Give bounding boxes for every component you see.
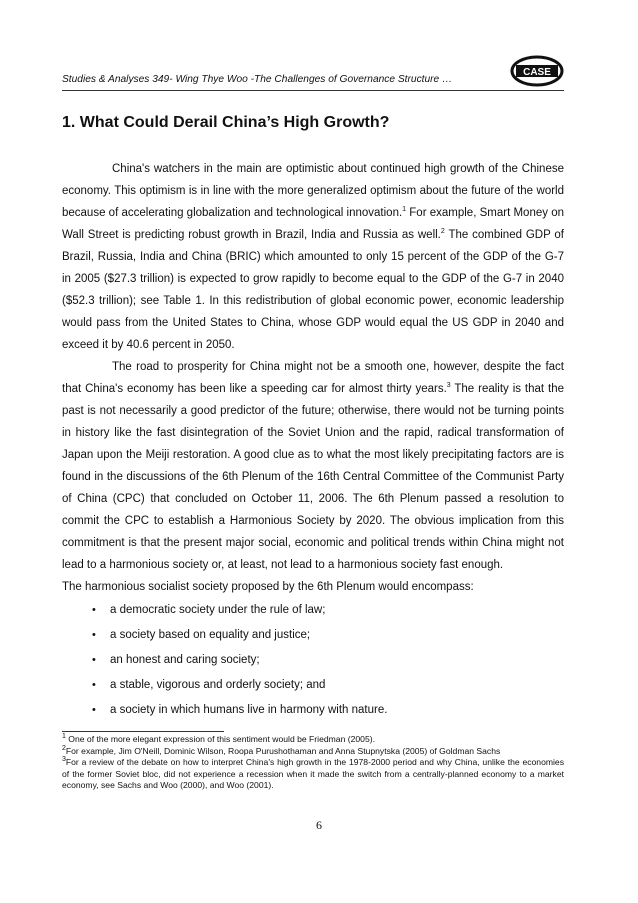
bullet-icon: • (92, 679, 96, 691)
page-number: 6 (316, 818, 322, 832)
bullet-list (62, 598, 564, 723)
paragraph-2: The road to prosperity for China might not be a smooth one, however, despite the fact that China's economy has been like a speeding car for almost thirty years.$^3$ The reality is that the past is not necessarily a good predictor of the future; otherwise, there would not be turning points in history like the fast disintegration of the Soviet Union and the rapid, radical transformation of Japan upon the Meiji restoration. A good clue as to what the most likely precipitating factors are is found in the discussions of the 6th Plenum of the 16th Central Committee of the Communist Party of China (CPC) that concluded on October 11, 2006. The 6th Plenum passed a resolution to commit the CPC to establish a Harmonious Society by 2020. The obvious implication from this commitment is that the present major social, economic and political trends within China might not lead to a harmonious society or, at least, not lead to a harmonious society fast enough. (62, 361, 564, 571)
bullet-icon: • (92, 654, 96, 666)
paragraph-1: China's watchers in the main are optimistic about continued high growth of the Chinese economy. This optimism is in line with the more generalized optimism about the future of the world because of accelerating globalization and technological innovation.$^1$ For example, Smart Money on Wall Street is predicting robust growth in Brazil, India and Russia as well.$^2$ The combined GDP of Brazil, Russia, India and China (BRIC) which amounted to only 15 percent of the GDP of the G-7 in 2005 ($27.3 trillion) is expected to grow rapidly to become equal to the GDP of the G-7 in 2040 ($52.3 trillion); see Table 1. In this redistribution of global economic power, economic leadership would pass from the United States to China, whose GDP would equal the US GDP in 2040 and exceed it by 40.6 percent in 2050. (62, 163, 565, 351)
list-item: • an honest and caring society; (62, 648, 564, 673)
body-text (62, 158, 564, 723)
footnote-rule (62, 731, 224, 732)
footnote-1: $^1$ One of the more elegant expression of this sentiment would be Friedman (2005). (62, 733, 375, 744)
bullet-icon: • (92, 604, 96, 616)
list-item: • a society based on equality and justice; (62, 623, 564, 648)
list-item: • a society in which humans live in harmony with nature. (62, 698, 564, 723)
paragraph-3: The harmonious socialist society proposed by the 6th Plenum would encompass: (62, 581, 474, 593)
case-logo-text: CASE (523, 67, 551, 78)
footnote-2: $^2$For example, Jim O'Neill, Dominic Wilson, Roopa Purushothaman and Anna Stupnytska (2005) of Goldman Sachs (62, 744, 501, 756)
section-title: 1. What Could Derail China’s High Growth? (62, 114, 390, 131)
footnote-ref-2: 2 (440, 228, 445, 236)
running-header: Studies & Analyses 349- Wing Thye Woo -The Challenges of Governance Structure … (62, 74, 453, 85)
footnote-ref-3: 3 (446, 382, 451, 390)
bullet-icon: • (92, 629, 96, 641)
header-rule (62, 90, 564, 91)
footnote-3: $^3$For a review of the debate on how to interpret China's high growth in the 1978-2000 period and why China, unlike the economies of the former Soviet bloc, did not experience a recession when it made the switch from a centrally-planned economy to a market economy, see Sachs and Woo (2000), and Woo (2001). (62, 756, 564, 790)
case-logo (510, 54, 564, 88)
list-item: • a democratic society under the rule of law; (62, 598, 564, 623)
footnote-ref-1: 1 (402, 206, 407, 214)
footnotes (62, 734, 564, 792)
bullet-icon: • (92, 704, 96, 716)
list-item: • a stable, vigorous and orderly society; and (62, 673, 564, 698)
